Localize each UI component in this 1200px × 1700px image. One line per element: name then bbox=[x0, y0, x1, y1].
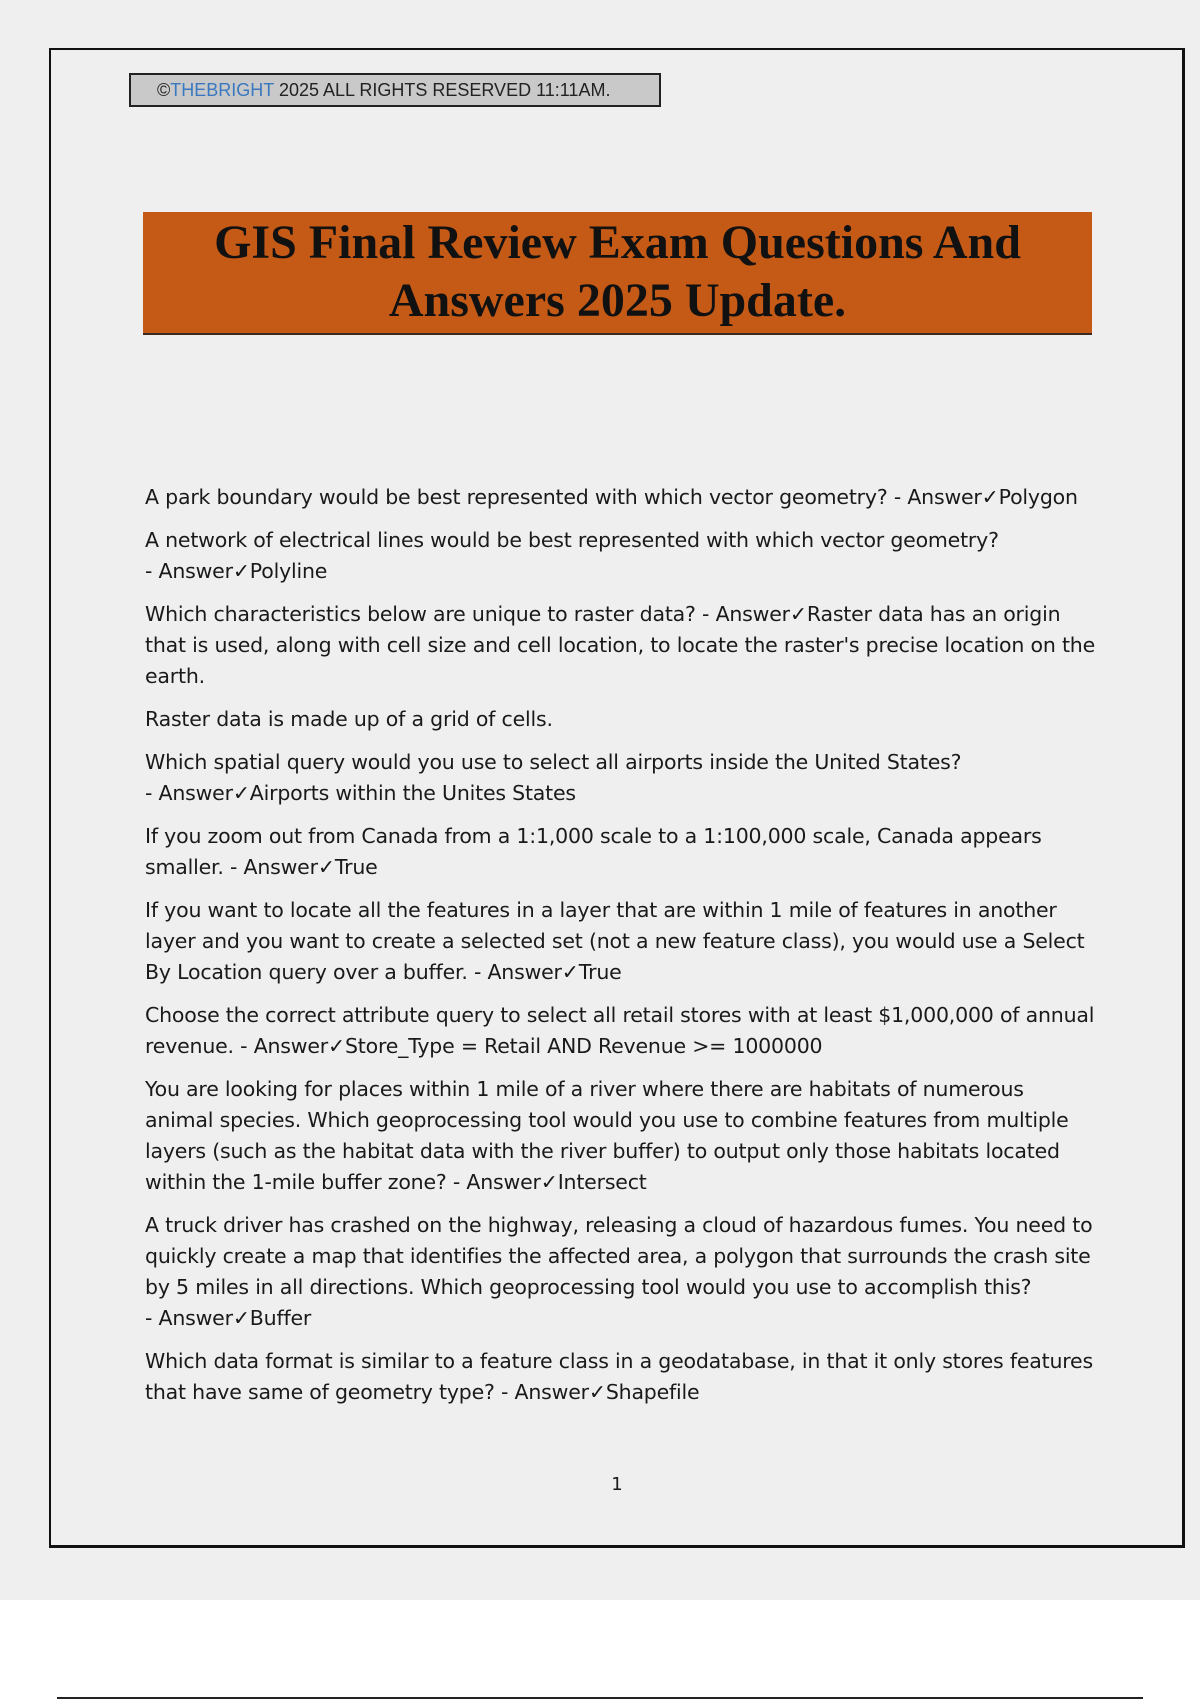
question-text: You are looking for places within 1 mile of a river where there are habitats of numerous animal species. Which geoprocessing tool would you use to combine features from multiple layers (such as the habitat data with the river buffer) to output only those habitats located within the 1-mile buffer zone? bbox=[145, 1077, 1069, 1194]
copyright-symbol: © bbox=[157, 80, 171, 100]
qa-item bbox=[145, 1074, 1095, 1198]
answer-text: Shapefile bbox=[605, 1380, 700, 1404]
answer-marker: - Answer✓ bbox=[145, 559, 250, 583]
answer-marker: - Answer✓ bbox=[233, 1034, 345, 1058]
qa-item bbox=[145, 1210, 1095, 1334]
answer-marker: - Answer✓ bbox=[494, 1380, 606, 1404]
title-line-2: Answers 2025 Update. bbox=[388, 274, 847, 327]
title-line-1: GIS Final Review Exam Questions And bbox=[214, 216, 1021, 269]
question-text: A park boundary would be best represented with which vector geometry? bbox=[145, 485, 888, 509]
qa-item bbox=[145, 1346, 1095, 1408]
question-text: A network of electrical lines would be best represented with which vector geometry? bbox=[145, 528, 999, 552]
answer-text: True bbox=[334, 855, 378, 879]
question-text: Choose the correct attribute query to select all retail stores with at least $1,000,000 of annual revenue. bbox=[145, 1003, 1095, 1058]
qa-item bbox=[145, 704, 1095, 735]
question-text: A truck driver has crashed on the highway, releasing a cloud of hazardous fumes. You need to quickly create a map that identifies the affected area, a polygon that surrounds the crash site by 5 miles in all directions. Which geoprocessing tool would you use to accomplish this? bbox=[145, 1213, 1093, 1299]
qa-item bbox=[145, 747, 1095, 809]
bottom-divider bbox=[57, 1697, 1143, 1699]
page-number: 1 bbox=[611, 1474, 623, 1495]
question-text: Which spatial query would you use to select all airports inside the United States? bbox=[145, 750, 962, 774]
answer-text: Buffer bbox=[249, 1306, 312, 1330]
answer-marker: - Answer✓ bbox=[145, 1306, 250, 1330]
answer-text: Store_Type = Retail AND Revenue >= 1000000 bbox=[344, 1034, 823, 1058]
qa-item bbox=[145, 482, 1095, 513]
qa-item bbox=[145, 1000, 1095, 1062]
question-text: Which characteristics below are unique to raster data? bbox=[145, 602, 696, 626]
answer-text: Airports within the Unites States bbox=[249, 781, 576, 805]
answer-marker: - Answer✓ bbox=[887, 485, 999, 509]
answer-text: Raster data has an origin that is used, along with cell size and cell location, to locate the raster's precise location on the earth. bbox=[145, 602, 1096, 688]
question-text: If you want to locate all the features in a layer that are within 1 mile of features in another layer and you want to create a selected set (not a new feature class), you would use a Select By Location query over a buffer. bbox=[145, 898, 1085, 984]
answer-text: Polygon bbox=[998, 485, 1078, 509]
answer-marker: - Answer✓ bbox=[223, 855, 335, 879]
title-banner bbox=[143, 212, 1092, 335]
answer-text: True bbox=[578, 960, 622, 984]
copyright-header bbox=[129, 73, 661, 107]
brand-name: THEBRIGHT bbox=[170, 80, 274, 100]
question-text: Raster data is made up of a grid of cells. bbox=[145, 707, 553, 731]
qa-item bbox=[145, 525, 1095, 587]
answer-marker: - Answer✓ bbox=[145, 781, 250, 805]
qa-item bbox=[145, 821, 1095, 883]
question-text: Which data format is similar to a feature class in a geodatabase, in that it only stores features that have same of geometry type? bbox=[145, 1349, 1093, 1404]
answer-text: Intersect bbox=[557, 1170, 647, 1194]
qa-list bbox=[145, 482, 1095, 1420]
qa-item bbox=[145, 895, 1095, 988]
qa-item bbox=[145, 599, 1095, 692]
answer-marker: - Answer✓ bbox=[695, 602, 807, 626]
question-text: If you zoom out from Canada from a 1:1,000 scale to a 1:100,000 scale, Canada appears smaller. bbox=[145, 824, 1042, 879]
answer-marker: - Answer✓ bbox=[467, 960, 579, 984]
copyright-text: 2025 ALL RIGHTS RESERVED 11:11AM. bbox=[273, 80, 611, 100]
answer-marker: - Answer✓ bbox=[446, 1170, 558, 1194]
answer-text: Polyline bbox=[249, 559, 328, 583]
